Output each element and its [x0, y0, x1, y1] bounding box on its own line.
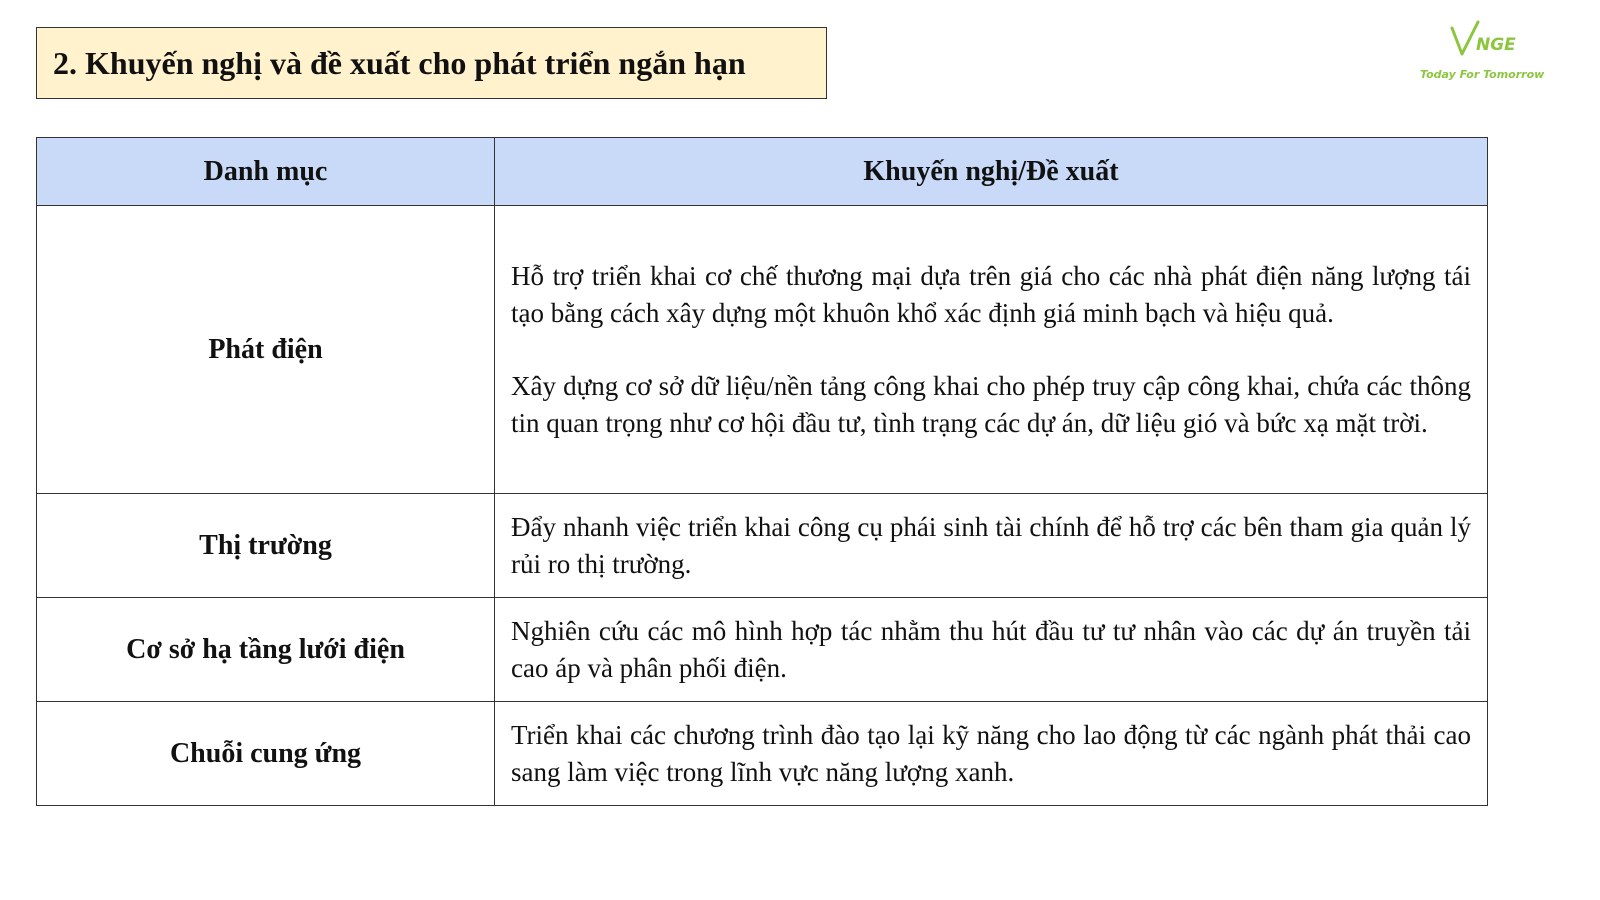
recommendation-text: Hỗ trợ triển khai cơ chế thương mại dựa trên giá cho các nhà phát điện năng lượng tái tạo bằng cách xây dựng một khuôn khổ xác định giá minh bạch và hiệu quả.: [511, 260, 1471, 328]
recommendation-cell: [495, 702, 1488, 806]
recommendation-text: Đẩy nhanh việc triển khai công cụ phái sinh tài chính để hỗ trợ các bên tham gia quản lý rủi ro thị trường.: [511, 511, 1471, 579]
category-cell: Cơ sở hạ tầng lưới điện: [37, 598, 495, 702]
logo-v-stroke: [1452, 22, 1478, 54]
logo-nge-letters: NGE: [1476, 35, 1516, 55]
recommendation-cell: [495, 598, 1488, 702]
table-row: [37, 206, 1488, 494]
table-row: [37, 494, 1488, 598]
recommendations-table: [36, 137, 1488, 806]
recommendation-text: Xây dựng cơ sở dữ liệu/nền tảng công khai cho phép truy cập công khai, chứa các thông tin quan trọng như cơ hội đầu tư, tình trạng các dự án, dữ liệu gió và bức xạ mặt trời.: [511, 370, 1471, 438]
header-category: Danh mục: [37, 138, 495, 206]
logo-tagline: Today For Tomorrow: [1420, 68, 1545, 81]
page-title: 2. Khuyến nghị và đề xuất cho phát triển ngắn hạn: [53, 44, 746, 81]
table-header-row: [37, 138, 1488, 206]
category-cell: Chuỗi cung ứng: [37, 702, 495, 806]
recommendation-text: Nghiên cứu các mô hình hợp tác nhằm thu hút đầu tư tư nhân vào các dự án truyền tải cao áp và phân phối điện.: [511, 615, 1471, 683]
recommendation-cell: [495, 206, 1488, 494]
header-recommendation: Khuyến nghị/Đề xuất: [495, 138, 1488, 206]
category-cell: Phát điện: [37, 206, 495, 494]
recommendation-cell: [495, 494, 1488, 598]
vnge-logo-mark: [1448, 20, 1528, 58]
recommendation-text: Triển khai các chương trình đào tạo lại kỹ năng cho lao động từ các ngành phát thải cao sang làm việc trong lĩnh vực năng lượng xanh.: [511, 719, 1471, 787]
table-row: [37, 598, 1488, 702]
vnge-logo: [1420, 18, 1560, 88]
title-box: [36, 27, 827, 99]
category-cell: Thị trường: [37, 494, 495, 598]
table-row: [37, 702, 1488, 806]
